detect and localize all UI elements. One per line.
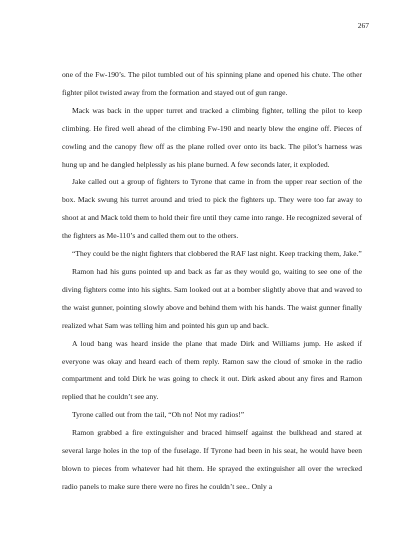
paragraph: one of the Fw-190’s. The pilot tumbled out of his spinning plane and opened his chute. The other fighter pilot twisted away from the formation and stayed out of gun range. bbox=[62, 70, 362, 97]
paragraph: Jake called out a group of fighters to Tyrone that came in from the upper rear section of the box. Mack swung his turret around and tried to pick the fighters up. They were too far away to shoot at and Mack told them to hold their fire until they came into range. He recognized several of the fighters as Me-110’s and called them out to the others. bbox=[62, 177, 362, 241]
paragraph: Mack was back in the upper turret and tracked a climbing fighter, telling the pilot to keep climbing. He fired well ahead of the climbing Fw-190 and nearly blew the engine off. Pieces of cowling and the canopy flew off as the plane rolled over onto its back. The pilot’s harness was hung up and he dangled helplessly as his plane burned. A few seconds later, it exploded. bbox=[62, 105, 362, 169]
body-text bbox=[62, 66, 362, 496]
paragraph: Ramon grabbed a fire extinguisher and braced himself against the bulkhead and stared at several large holes in the top of the fuselage. If Tyrone had been in his seat, he would have been blown to pieces from whatever had hit them. He sprayed the extinguisher all over the wrecked radio panels to make sure there were no fires he couldn’t see.. Only a bbox=[62, 428, 362, 491]
paragraph: Tyrone called out from the tail, “Oh no! Not my radios!” bbox=[72, 410, 245, 420]
page-number: 267 bbox=[357, 21, 369, 30]
paragraph: Ramon had his guns pointed up and back as far as they would go, waiting to see one of the diving fighters come into his sights. Sam looked out at a bomber slightly above that and waved to the waist gunner, pointing slowly above and behind them with his hands. The waist gunner finally realized what Sam was telling him and pointed his gun up and back. bbox=[62, 266, 362, 330]
paragraph: “They could be the night fighters that clobbered the RAF last night. Keep tracking them, Jake.” bbox=[72, 249, 362, 259]
paragraph: A loud bang was heard inside the plane that made Dirk and Williams jump. He asked if everyone was okay and heard each of them reply. Ramon saw the cloud of smoke in the radio compartment and told Dirk he was going to check it out. Dirk asked about any fires and Ramon replied that he couldn’t see any. bbox=[62, 338, 362, 402]
